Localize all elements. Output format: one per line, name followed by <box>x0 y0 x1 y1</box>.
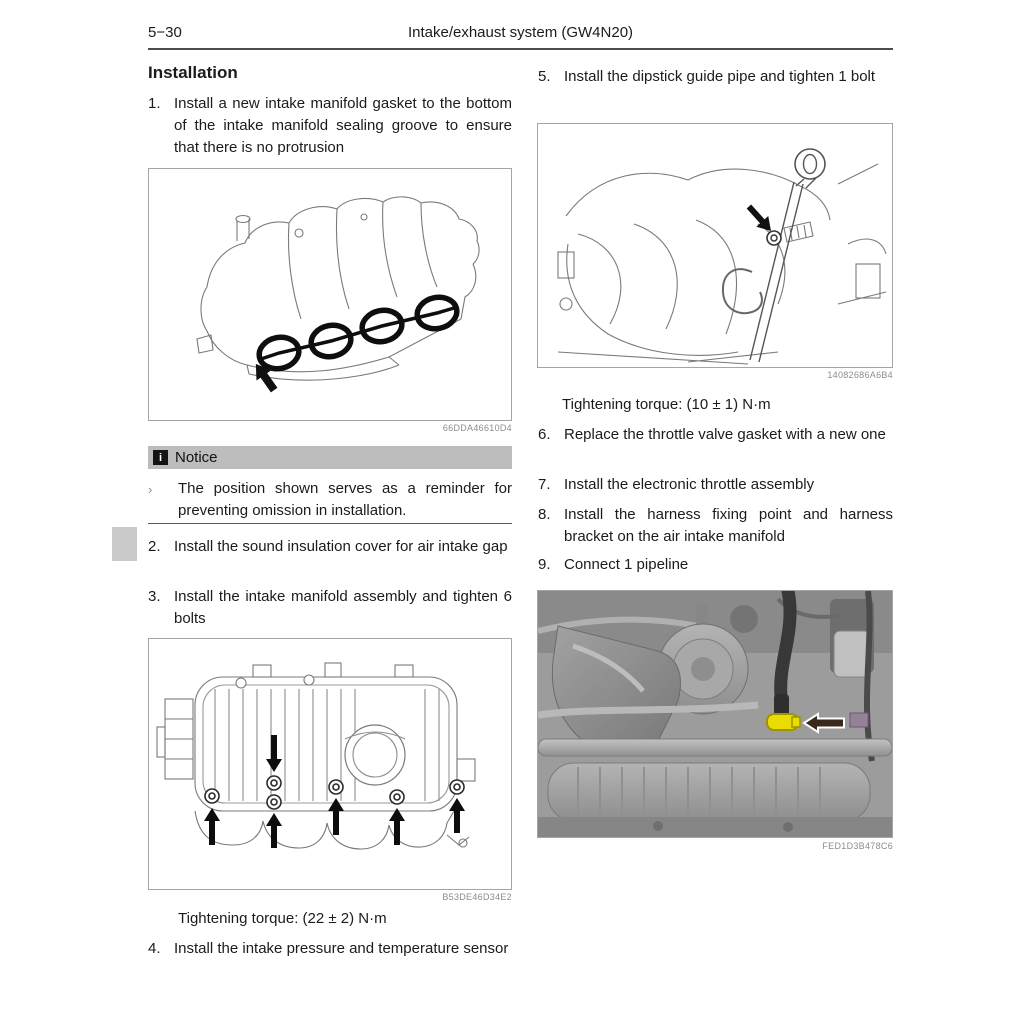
step-text: Replace the throttle valve gasket with a new one <box>564 426 886 443</box>
step-number: 7. <box>538 476 551 493</box>
step-7 <box>538 474 893 496</box>
page-number: 5−30 <box>148 24 182 41</box>
figure-code: 66DDA46610D4 <box>442 423 512 433</box>
info-icon: i <box>153 450 168 465</box>
bolt-marker <box>767 231 781 245</box>
step-text: Install the intake pressure and temperature sensor <box>174 940 509 957</box>
figure-pipeline-photo <box>537 590 893 838</box>
figure-intake-manifold-gasket <box>148 168 512 421</box>
engine-photo <box>538 591 892 837</box>
notice-item <box>148 478 512 522</box>
section-title: Installation <box>148 63 238 82</box>
step-number: 6. <box>538 426 551 443</box>
step-text: Install the intake manifold assembly and tighten 6 bolts <box>174 588 512 627</box>
step-2 <box>148 536 512 558</box>
notice-header <box>148 446 512 469</box>
figure-code: 14082686A6B4 <box>827 370 893 380</box>
step-text: Install the harness fixing point and harness bracket on the air intake manifold <box>564 506 893 545</box>
section-edge-tab <box>112 527 137 561</box>
step-number: 1. <box>148 95 161 112</box>
step-text: Install the dipstick guide pipe and tighten 1 bolt <box>564 68 876 85</box>
figure-code: B53DE46D34E2 <box>442 892 512 902</box>
step-text: Connect 1 pipeline <box>564 556 689 573</box>
notice-bullet: › <box>148 482 153 497</box>
step-6 <box>538 424 893 446</box>
step-5 <box>538 66 893 88</box>
step-number: 8. <box>538 506 551 523</box>
torque-spec: Tightening torque: (22 ± 2) N·m <box>178 910 387 927</box>
dipstick-drawing <box>538 124 892 367</box>
step-1 <box>148 93 512 159</box>
step-number: 3. <box>148 588 161 605</box>
step-number: 2. <box>148 538 161 555</box>
page-title: Intake/exhaust system (GW4N20) <box>407 24 634 41</box>
manifold-gasket-drawing <box>149 169 511 420</box>
step-text: Install the sound insulation cover for air intake gap <box>174 538 508 555</box>
clamp-highlight <box>767 714 800 730</box>
step-9 <box>538 554 893 576</box>
manifold-bolts-drawing <box>149 639 511 889</box>
step-number: 4. <box>148 940 161 957</box>
step-4 <box>148 938 512 960</box>
step-number: 5. <box>538 68 551 85</box>
figure-dipstick-pipe <box>537 123 893 368</box>
figure-code: FED1D3B478C6 <box>822 841 893 851</box>
gasket-highlight <box>256 294 460 373</box>
step-3 <box>148 586 512 630</box>
step-text: Install a new intake manifold gasket to the bottom of the intake manifold sealing groove to ensure that there is no protrusion <box>174 95 512 156</box>
figure-manifold-bolts <box>148 638 512 890</box>
step-text: Install the electronic throttle assembly <box>564 476 815 493</box>
connector-detail <box>850 713 868 727</box>
notice-label: Notice <box>175 449 218 466</box>
step-number: 9. <box>538 556 551 573</box>
notice-text: The position shown serves as a reminder for preventing omission in installation. <box>178 480 512 519</box>
header-rule <box>148 48 893 50</box>
dipstick-rod <box>750 149 825 362</box>
notice-divider <box>148 523 512 524</box>
torque-spec: Tightening torque: (10 ± 1) N·m <box>562 396 771 413</box>
step-8 <box>538 504 893 548</box>
